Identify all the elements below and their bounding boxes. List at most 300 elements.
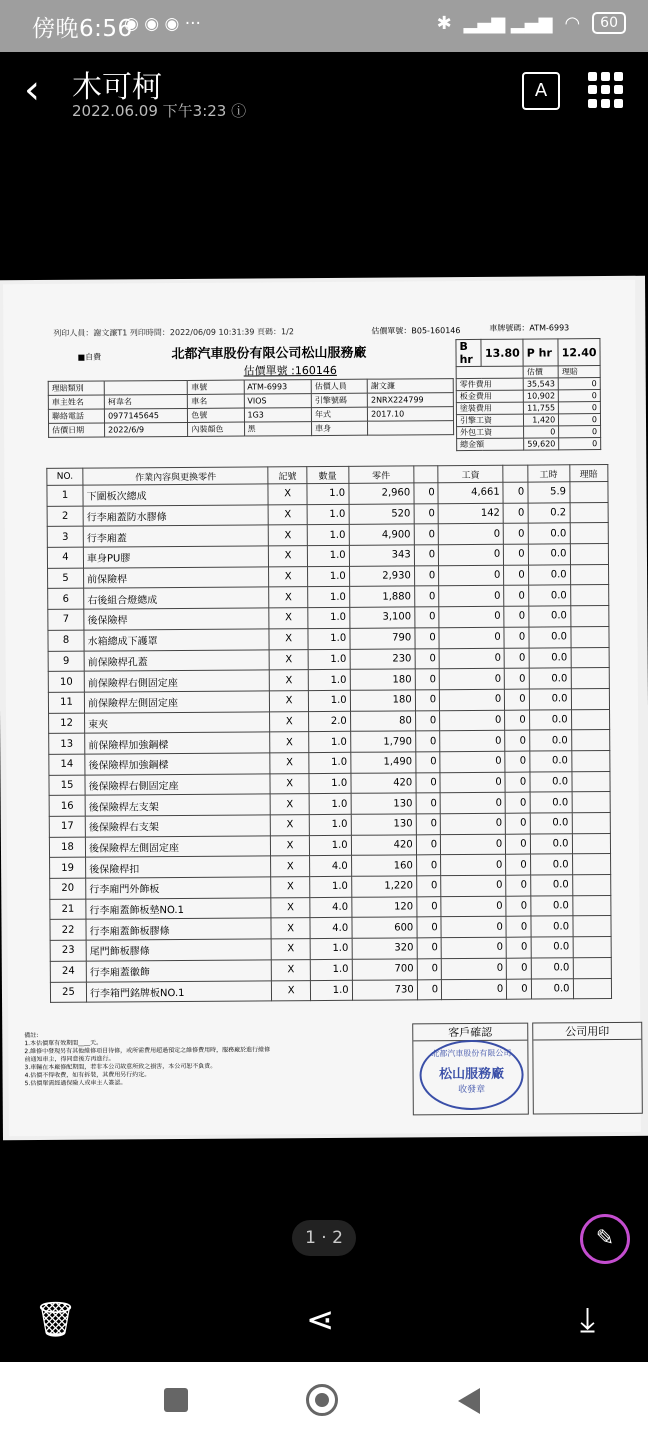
table-cell xyxy=(572,854,611,875)
grid-menu-icon[interactable] xyxy=(588,72,624,108)
table-cell xyxy=(573,978,612,999)
info-cell xyxy=(368,421,454,436)
table-cell: 0 xyxy=(503,523,528,544)
info-cell: 聯絡電話 xyxy=(48,409,104,423)
table-cell: X xyxy=(272,959,311,980)
table-cell: 0 xyxy=(440,793,505,814)
table-cell: 343 xyxy=(349,545,414,566)
summary-cell: 零件費用 xyxy=(456,378,523,390)
table-cell: 右後組合燈總成 xyxy=(84,587,270,609)
table-cell: 0.0 xyxy=(528,585,570,606)
table-cell: 0 xyxy=(414,524,439,545)
info-cell: 車身 xyxy=(312,421,368,435)
summary-row xyxy=(456,402,600,415)
bluetooth-icon: ✱ xyxy=(436,12,452,34)
table-cell: 0.0 xyxy=(528,523,570,544)
table-cell: 21 xyxy=(50,899,86,920)
table-cell: X xyxy=(271,835,310,856)
table-cell: 4 xyxy=(47,547,83,568)
column-header: NO. xyxy=(47,468,83,485)
table-cell: 230 xyxy=(350,648,415,669)
delete-icon[interactable]: 🗑 xyxy=(34,1300,78,1340)
table-cell: 0 xyxy=(440,813,505,834)
column-header: 工資 xyxy=(438,465,503,482)
table-cell: 1.0 xyxy=(308,670,350,691)
table-cell: 1.0 xyxy=(309,794,351,815)
summary-cell: 0 xyxy=(559,438,601,450)
table-cell: 10 xyxy=(48,671,84,692)
column-header: 工時 xyxy=(527,465,569,482)
table-cell: 0 xyxy=(507,979,532,1000)
table-cell: 0.0 xyxy=(530,771,572,792)
sender-name: 木可柯 xyxy=(72,70,162,105)
table-cell xyxy=(573,937,612,958)
table-cell: 0 xyxy=(417,917,442,938)
table-cell: 0.0 xyxy=(529,689,571,710)
table-cell: 18 xyxy=(49,837,85,858)
table-cell: 5 xyxy=(48,568,84,589)
table-cell: 1.0 xyxy=(307,483,349,504)
table-cell: 0.0 xyxy=(530,833,572,854)
info-cell: 色號 xyxy=(188,408,244,422)
table-cell: 0 xyxy=(505,689,530,710)
table-cell: 0 xyxy=(506,834,531,855)
table-cell: X xyxy=(272,939,311,960)
table-cell: 1.0 xyxy=(307,525,349,546)
table-cell: 1,220 xyxy=(351,876,416,897)
table-cell: 3,100 xyxy=(349,607,414,628)
table-cell: 0 xyxy=(439,565,504,586)
table-cell: 13 xyxy=(49,733,85,754)
table-cell: 0 xyxy=(440,730,505,751)
table-cell: 420 xyxy=(351,835,416,856)
table-cell: 行李廂蓋飾板膠條 xyxy=(86,918,272,940)
table-cell: X xyxy=(270,690,309,711)
table-cell: 20 xyxy=(50,878,86,899)
parts-table xyxy=(46,464,612,1003)
table-cell: 0 xyxy=(504,544,529,565)
table-cell: 0 xyxy=(415,669,440,690)
summary-cell: 35,543 xyxy=(523,378,558,390)
table-cell: 1.0 xyxy=(308,649,350,670)
table-cell: 1.0 xyxy=(310,959,352,980)
table-cell xyxy=(570,523,609,544)
table-cell: X xyxy=(269,587,308,608)
table-cell xyxy=(570,502,609,523)
table-cell xyxy=(571,771,610,792)
info-cell: VIOS xyxy=(244,394,312,408)
table-cell: 1.0 xyxy=(310,938,352,959)
edit-icon[interactable]: ✎ xyxy=(580,1214,630,1264)
table-cell: 700 xyxy=(352,959,417,980)
table-cell: X xyxy=(269,546,308,567)
table-cell: 0 xyxy=(439,544,504,565)
table-cell: 0 xyxy=(504,565,529,586)
table-cell xyxy=(573,957,612,978)
summary-header-cell xyxy=(456,366,523,378)
notification-icons: ◉ ◉ ◉ ··· xyxy=(124,14,201,34)
info-cell: 柯韋名 xyxy=(104,394,187,409)
table-cell xyxy=(571,709,610,730)
wifi-icon: ◠ xyxy=(564,12,581,34)
table-cell: 0 xyxy=(414,503,439,524)
table-cell: 0 xyxy=(505,751,530,772)
summary-row xyxy=(457,438,601,451)
table-cell: 420 xyxy=(351,772,416,793)
table-cell: X xyxy=(271,856,310,877)
table-cell: 0.0 xyxy=(529,627,571,648)
table-cell: 1,490 xyxy=(350,752,415,773)
info-cell: 年式 xyxy=(311,407,367,421)
table-cell: 130 xyxy=(351,814,416,835)
table-cell: 0 xyxy=(505,792,530,813)
table-cell: 0 xyxy=(503,482,528,503)
info-cell: 車名 xyxy=(188,394,244,408)
column-header: 零件 xyxy=(348,466,413,483)
table-cell: 0 xyxy=(507,958,532,979)
info-cell: 估價日期 xyxy=(49,423,105,437)
table-cell: 0 xyxy=(416,814,441,835)
table-cell: 行李廂門外飾板 xyxy=(86,877,272,899)
summary-row xyxy=(457,426,601,439)
table-cell: 0 xyxy=(441,875,506,896)
timestamp[interactable]: 2022.06.09 下午3:23 ⓘ xyxy=(72,102,247,120)
table-cell: 1.0 xyxy=(307,566,349,587)
table-cell: 16 xyxy=(49,795,85,816)
status-bar xyxy=(0,0,648,52)
notes xyxy=(24,1029,404,1088)
table-cell: 0.0 xyxy=(530,875,572,896)
table-cell: 0.0 xyxy=(531,896,573,917)
table-cell: 0 xyxy=(414,565,439,586)
table-cell: 0 xyxy=(441,917,506,938)
table-cell: 後保險桿左支架 xyxy=(85,794,271,816)
table-cell: 0 xyxy=(416,876,441,897)
column-header: 作業內容與更換零件 xyxy=(83,467,269,485)
table-cell: 0 xyxy=(414,545,439,566)
info-cell: 估價人員 xyxy=(311,379,367,393)
download-icon[interactable]: ⤓ xyxy=(580,1300,596,1340)
table-cell xyxy=(572,916,611,937)
table-cell: 0.0 xyxy=(530,792,572,813)
summary-cell: 1,420 xyxy=(524,414,559,426)
table-cell: 0 xyxy=(439,606,504,627)
table-cell: X xyxy=(268,484,307,505)
summary-row xyxy=(456,390,600,403)
table-cell: 0.0 xyxy=(531,916,573,937)
table-cell: 0 xyxy=(415,690,440,711)
table-cell: 0 xyxy=(505,730,530,751)
table-cell: 1.0 xyxy=(310,980,352,1001)
table-cell: 0 xyxy=(415,710,440,731)
table-cell: X xyxy=(271,877,310,898)
stamp-line3: 收發章 xyxy=(458,1084,486,1096)
info-cell: 謝文濂 xyxy=(367,379,453,394)
table-cell: 180 xyxy=(350,669,415,690)
table-cell: 0 xyxy=(505,710,530,731)
note-line: 備註: xyxy=(24,1032,39,1040)
table-cell: 0 xyxy=(506,813,531,834)
table-cell: 1,880 xyxy=(349,586,414,607)
table-cell: X xyxy=(269,504,308,525)
table-cell xyxy=(571,688,610,709)
table-cell: 80 xyxy=(350,710,415,731)
table-cell: 0.0 xyxy=(529,668,571,689)
info-cell: 內裝顏色 xyxy=(188,422,244,436)
column-header: 數量 xyxy=(307,466,349,483)
table-cell: 0 xyxy=(416,855,441,876)
estimate-paper xyxy=(3,280,641,1136)
page-indicator[interactable]: 1 · 2 xyxy=(292,1220,356,1256)
table-cell: 0 xyxy=(416,793,441,814)
table-cell xyxy=(572,813,611,834)
summary-cell: 0 xyxy=(559,414,601,426)
column-header xyxy=(503,465,528,482)
table-cell: 0 xyxy=(438,524,503,545)
table-cell: 前保險桿 xyxy=(84,567,270,589)
table-cell: 前保險桿左側固定座 xyxy=(84,691,270,713)
info-cell: 2NRX224799 xyxy=(367,393,453,408)
table-cell: 0 xyxy=(417,938,442,959)
table-cell: 320 xyxy=(352,938,417,959)
table-cell: 130 xyxy=(351,793,416,814)
bottom-toolbar xyxy=(0,1290,648,1362)
summary-cell: 總金額 xyxy=(457,438,524,450)
table-cell: 0.0 xyxy=(531,958,573,979)
table-cell: 0 xyxy=(440,689,505,710)
company-use-box xyxy=(532,1022,643,1115)
summary-cell: 11,755 xyxy=(524,402,559,414)
table-cell: 行李廂蓋徽飾 xyxy=(86,960,272,982)
table-cell: 0 xyxy=(506,875,531,896)
table-cell: 0.0 xyxy=(528,606,570,627)
table-cell: X xyxy=(270,649,309,670)
table-cell: 後保險桿 xyxy=(84,608,270,630)
customer-confirm-label: 客戶確認 xyxy=(413,1024,527,1042)
company-stamp xyxy=(419,1040,523,1111)
company-use-label: 公司用印 xyxy=(533,1023,641,1041)
table-cell: 0 xyxy=(504,627,529,648)
viewer-header xyxy=(0,52,648,142)
table-cell xyxy=(570,626,609,647)
status-time: 傍晚6:56 xyxy=(32,16,133,42)
table-cell: 0.0 xyxy=(528,565,570,586)
customer-confirm-box xyxy=(412,1023,529,1116)
table-row xyxy=(50,978,611,1003)
table-cell: 7 xyxy=(48,609,84,630)
table-cell: 1.0 xyxy=(309,835,351,856)
table-cell: 0 xyxy=(415,648,440,669)
table-cell: 行李箱門銘牌板NO.1 xyxy=(86,980,272,1002)
stamp-line2: 松山服務廠 xyxy=(438,1066,505,1083)
info-cell: 黑 xyxy=(244,422,312,436)
vehicle-info-table xyxy=(48,378,454,438)
table-cell: 160 xyxy=(351,855,416,876)
table-cell xyxy=(570,606,609,627)
table-cell: 0 xyxy=(439,586,504,607)
estimate-number-top: 估價單號：B05-160146 xyxy=(371,326,461,336)
table-cell: 0 xyxy=(440,751,505,772)
table-cell: 下圍板次總成 xyxy=(83,484,269,506)
table-cell: 束夾 xyxy=(85,711,271,733)
table-cell: 790 xyxy=(350,628,415,649)
battery-icon: 60 xyxy=(592,12,626,34)
info-cell: 1G3 xyxy=(244,408,312,422)
table-cell: 行李廂蓋飾板墊NO.1 xyxy=(86,898,272,920)
table-cell: 19 xyxy=(50,858,86,879)
table-cell: 0.0 xyxy=(529,730,571,751)
summary-header xyxy=(456,366,600,379)
summary-row xyxy=(456,378,600,391)
table-cell: 14 xyxy=(49,754,85,775)
table-cell: 17 xyxy=(49,816,85,837)
table-cell: 0 xyxy=(415,731,440,752)
table-cell: 8 xyxy=(48,630,84,651)
table-cell: 730 xyxy=(352,979,417,1000)
table-cell: 0 xyxy=(506,916,531,937)
back-icon[interactable]: ‹ xyxy=(24,67,40,113)
plate-number-top: 車牌號碼：ATM-6993 xyxy=(489,323,570,333)
text-recognition-icon[interactable]: A xyxy=(522,72,560,110)
table-cell: 1.0 xyxy=(309,814,351,835)
summary-cell: 引擎工資 xyxy=(456,414,523,426)
table-cell xyxy=(570,585,609,606)
table-cell xyxy=(572,895,611,916)
table-cell xyxy=(570,564,609,585)
table-cell: X xyxy=(269,566,308,587)
company-name: 北都汽車股份有限公司松山服務廠 xyxy=(171,345,367,363)
table-cell: 0 xyxy=(504,586,529,607)
info-cell: 車號 xyxy=(188,380,244,394)
table-cell: 行李廂蓋 xyxy=(83,525,269,547)
summary-cell: 10,902 xyxy=(523,390,558,402)
share-icon[interactable]: ⋖ xyxy=(306,1300,335,1340)
document-photo[interactable] xyxy=(0,276,648,1141)
recents-icon[interactable] xyxy=(164,1388,188,1412)
table-cell: 行李廂蓋防水膠條 xyxy=(83,505,269,527)
table-cell: 0 xyxy=(417,958,442,979)
table-cell: 前保險桿加強鋼樑 xyxy=(85,732,271,754)
table-cell: 0.0 xyxy=(530,813,572,834)
table-cell: 520 xyxy=(349,504,414,525)
note-line: 5.估價單需經過保險人或車主人簽認。 xyxy=(24,1079,127,1088)
summary-cell: 0 xyxy=(558,390,600,402)
table-cell xyxy=(571,730,610,751)
table-cell: 1 xyxy=(47,485,83,506)
table-cell xyxy=(572,875,611,896)
table-cell: 後保險桿右支架 xyxy=(85,815,271,837)
table-cell: 1.0 xyxy=(308,690,350,711)
home-icon[interactable] xyxy=(306,1384,338,1416)
table-cell xyxy=(571,750,610,771)
table-cell: 25 xyxy=(50,982,86,1003)
estimate-title: 估價單號 :160146 xyxy=(243,363,337,378)
table-cell: 11 xyxy=(48,692,84,713)
table-cell: 180 xyxy=(350,690,415,711)
table-cell: 1.0 xyxy=(307,587,349,608)
table-cell: 0 xyxy=(506,937,531,958)
table-cell: 0.0 xyxy=(529,709,571,730)
table-cell: 4.0 xyxy=(309,856,351,877)
column-header: 理賠 xyxy=(569,465,608,482)
summary-cell: 塗裝費用 xyxy=(456,402,523,414)
table-cell: 後保險桿右側固定座 xyxy=(85,774,271,796)
table-cell: 0.0 xyxy=(529,647,571,668)
table-cell: X xyxy=(269,608,308,629)
table-cell: 0 xyxy=(414,586,439,607)
summary-cell: 59,620 xyxy=(524,438,559,450)
system-nav-bar xyxy=(0,1362,648,1440)
table-cell: 1.0 xyxy=(307,545,349,566)
table-cell: 0.0 xyxy=(528,544,570,565)
info-cell: 0977145645 xyxy=(105,408,188,423)
table-cell: 6 xyxy=(48,589,84,610)
table-cell: 0.0 xyxy=(530,854,572,875)
table-cell: 120 xyxy=(351,897,416,918)
table-cell: 2,930 xyxy=(349,566,414,587)
table-cell: 0 xyxy=(439,648,504,669)
nav-back-icon[interactable] xyxy=(458,1388,480,1414)
table-cell: X xyxy=(271,815,310,836)
cost-summary-table xyxy=(455,338,601,451)
table-cell: 4.0 xyxy=(310,897,352,918)
table-cell: 0 xyxy=(439,668,504,689)
table-cell: 0 xyxy=(440,710,505,731)
table-cell: 1.0 xyxy=(309,773,351,794)
table-cell: 0.0 xyxy=(529,751,571,772)
table-cell: 0 xyxy=(439,627,504,648)
info-cell: 2017.10 xyxy=(368,407,454,422)
table-cell: 24 xyxy=(50,961,86,982)
table-cell: 0.0 xyxy=(531,937,573,958)
table-cell: X xyxy=(271,918,310,939)
table-cell: 4,900 xyxy=(349,524,414,545)
note-line: 4.估價不得收費，如有拆裝，其費用另行約定。 xyxy=(24,1071,151,1080)
table-cell: X xyxy=(269,525,308,546)
signal-icon: ▂▄▆ ▂▄▆ xyxy=(463,12,553,34)
table-cell: 0 xyxy=(417,896,442,917)
table-cell: 4.0 xyxy=(310,918,352,939)
table-cell xyxy=(572,833,611,854)
table-cell xyxy=(572,792,611,813)
table-cell: 1.0 xyxy=(307,504,349,525)
table-cell: 1.0 xyxy=(308,628,350,649)
table-cell: 0 xyxy=(415,607,440,628)
table-cell: 12 xyxy=(49,713,85,734)
table-cell: 4,661 xyxy=(438,482,503,503)
info-cell xyxy=(104,380,187,395)
self-pay-label: ■自費 xyxy=(77,352,102,362)
table-cell: 23 xyxy=(50,940,86,961)
table-cell: 前保險桿右側固定座 xyxy=(84,670,270,692)
table-cell: 後保險桿左側固定座 xyxy=(85,836,271,858)
table-cell xyxy=(571,647,610,668)
table-cell: 後保險桿加強鋼樑 xyxy=(85,753,271,775)
table-cell: 前保險桿孔蓋 xyxy=(84,649,270,671)
info-cell: 車主姓名 xyxy=(48,395,104,409)
table-cell: 0 xyxy=(504,606,529,627)
note-line: 2.維修中發現另有其他維修項目待修，或所需費用超過預定之維修費用時，服務廠於進行維修 xyxy=(24,1046,271,1056)
table-cell: X xyxy=(270,711,309,732)
table-cell: 0 xyxy=(441,937,506,958)
summary-row xyxy=(456,414,600,427)
info-cell: 理賠類別 xyxy=(48,381,104,395)
table-cell: 車身PU膠 xyxy=(83,546,269,568)
table-cell: X xyxy=(269,628,308,649)
table-cell: 水箱總成下護罩 xyxy=(84,629,270,651)
column-header xyxy=(414,466,439,483)
table-cell: 尾門飾板膠條 xyxy=(86,939,272,961)
